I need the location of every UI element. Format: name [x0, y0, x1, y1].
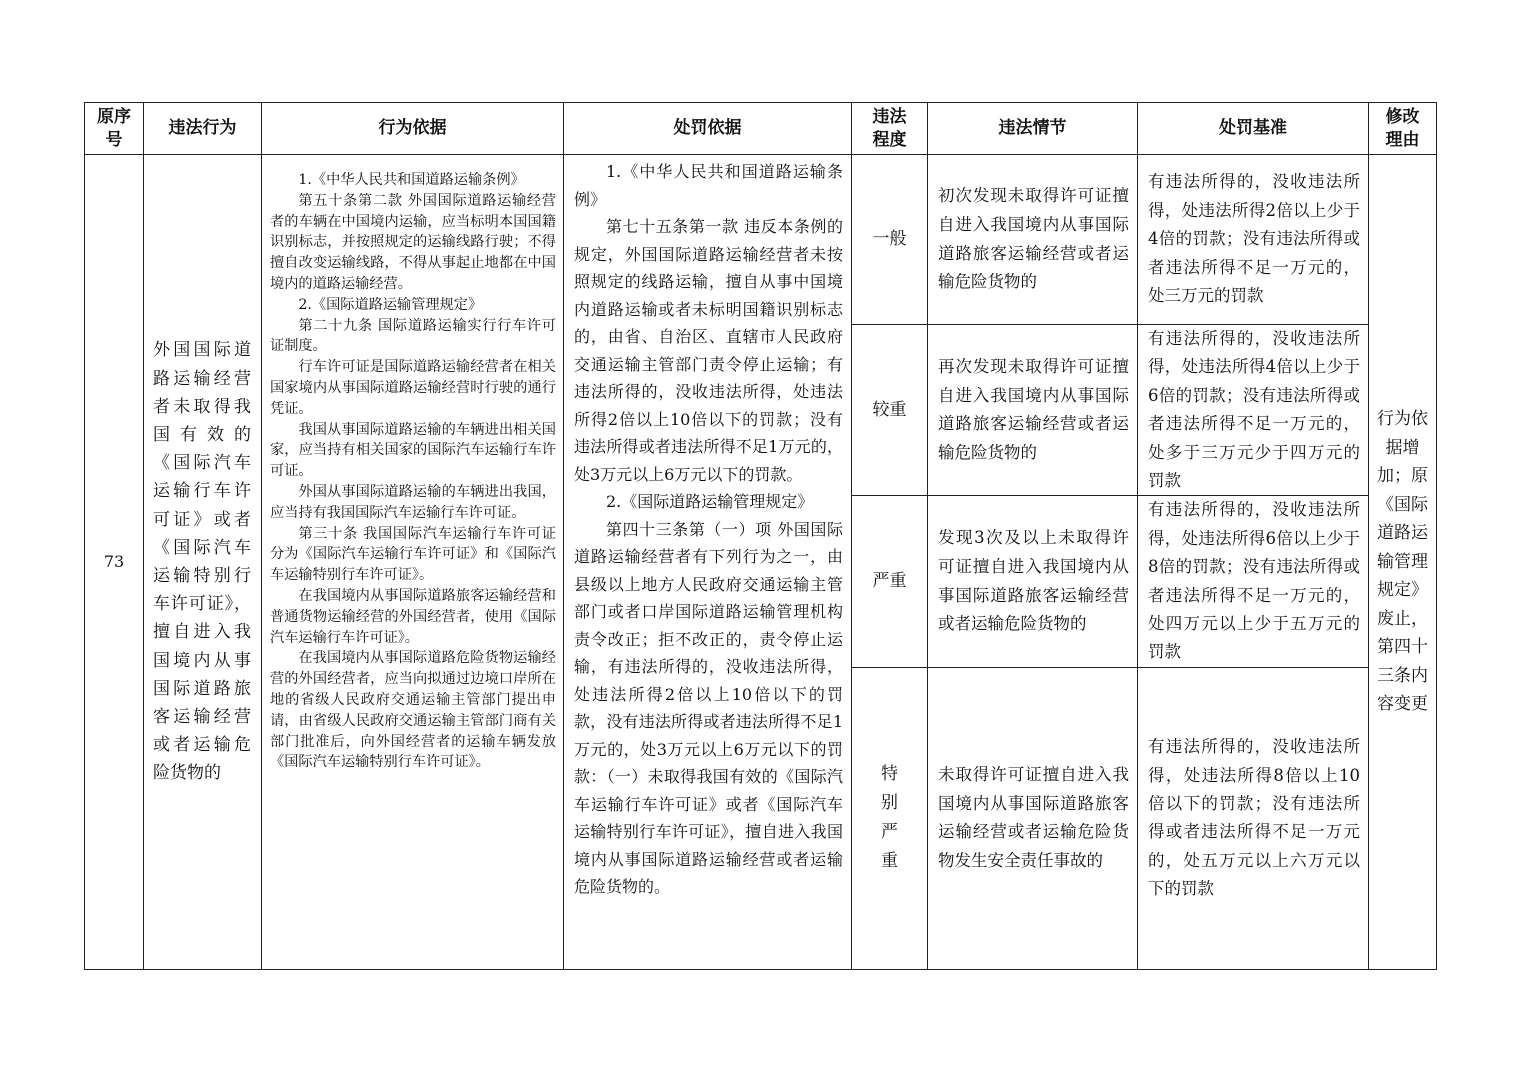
basis-paragraph: 第五十条第二款 外国国际道路运输经营者的车辆在中国境内运输，应当标明本国国籍识别标志，并按照规定的运输线路行驶；不得擅自改变运输线路，不得从事起止地都在中国境内的道路运输经营。 [270, 192, 556, 292]
header-reason: 修改理由 [1369, 103, 1437, 155]
penalty-paragraph: 1.《中华人民共和国道路运输条例》 [574, 162, 843, 209]
header-row [85, 103, 1437, 155]
basis-paragraph: 行车许可证是国际道路运输经营者在相关国家境内从事国际道路运输经营时行驶的通行凭证。 [270, 359, 556, 417]
row-seq: 73 [85, 155, 144, 970]
standard-especially-severe: 有违法所得的，没收违法所得，处违法所得8倍以上10倍以下的罚款；没有违法所得或者违法所得不足一万元的，处五万元以上六万元以下的罚款 [1138, 667, 1369, 969]
degree-general: 一般 [852, 155, 928, 325]
basis-paragraph: 在我国境内从事国际道路旅客运输经营和普通货物运输经营的外国经营者，使用《国际汽车运输行车许可证》。 [270, 587, 556, 646]
penalty-paragraph: 2.《国际道路运输管理规定》 [606, 492, 814, 511]
penalty-paragraph: 第七十五条第一款 违反本条例的规定，外国国际道路运输经营者未按照规定的线路运输，擅自从事中国境内道路运输或者未标明国籍识别标志的，由省、自治区、直辖市人民政府交通运输主管部门责令停止运输；有违法所得的，没收违法所得，处违法所得2倍以上10倍以下的罚款；没有违法所得或者违法所得不足1万元的，处3万元以上6万元以下的罚款。 [574, 217, 843, 484]
standard-serious: 有违法所得的，没收违法所得，处违法所得4倍以上少于6倍的罚款；没有违法所得或者违法所得不足一万元的，处多于三万元少于四万元的罚款 [1138, 325, 1369, 496]
circumstance-serious: 再次发现未取得许可证擅自进入我国境内从事国际道路旅客运输经营或者运输危险货物的 [928, 325, 1138, 496]
basis-paragraph: 我国从事国际道路运输的车辆进出相关国家，应当持有相关国家的国际汽车运输行车许可证。 [270, 421, 556, 480]
degree-severe: 严重 [852, 496, 928, 667]
basis-paragraph: 第二十九条 国际道路运输实行行车许可证制度。 [270, 317, 556, 355]
penalty-basis [564, 155, 852, 970]
table-row [85, 155, 1437, 325]
circumstance-especially-severe: 未取得许可证擅自进入我国境内从事国际道路旅客运输经营或者运输危险货物发生安全责任事故的 [928, 667, 1138, 969]
basis-paragraph: 外国从事国际道路运输的车辆进出我国，应当持有我国国际汽车运输行车许可证。 [270, 483, 556, 521]
penalty-paragraph: 第四十三条第（一）项 外国国际道路运输经营者有下列行为之一，由县级以上地方人民政府交通运输主管部门或者口岸国际道路运输管理机构责令改正；拒不改正的，责令停止运输，有违法所得的，没收违法所得，处违法所得2倍以上10倍以下的罚款，没有违法所得或者违法所得不足1万元的，处3万元以上6万元以下的罚款：（一）未取得我国有效的《国际汽车运输行车许可证》或者《国际汽车运输特别行车许可证》，擅自进入我国境内从事国际道路运输经营或者运输危险货物的。 [574, 519, 843, 896]
basis-paragraph: 1.《中华人民共和国道路运输条例》 [298, 172, 525, 188]
modification-reason: 行为依据增加；原《国际道路运输管理规定》废止，第四十三条内容变更 [1369, 155, 1437, 970]
header-seq: 原序号 [85, 103, 144, 155]
header-act: 违法行为 [144, 103, 262, 155]
standard-general: 有违法所得的，没收违法所得，处违法所得2倍以上少于4倍的罚款；没有违法所得或者违法所得不足一万元的，处三万元的罚款 [1138, 155, 1369, 325]
basis-paragraph: 2.《国际道路运输管理规定》 [298, 296, 483, 313]
circumstance-severe: 发现3次及以上未取得许可证擅自进入我国境内从事国际道路旅客运输经营或者运输危险货物的 [928, 496, 1138, 667]
degree-serious: 较重 [852, 325, 928, 496]
circumstance-general: 初次发现未取得许可证擅自进入我国境内从事国际道路旅客运输经营或者运输危险货物的 [928, 155, 1138, 325]
header-basis: 行为依据 [262, 103, 564, 155]
header-circumstance: 违法情节 [928, 103, 1138, 155]
basis-paragraph: 在我国境内从事国际道路危险货物运输经营的外国经营者，应当向拟通过边境口岸所在地的省级人民政府交通运输主管部门提出申请，由省级人民政府交通运输主管部门商有关部门批准后，向外国经营者的运输车辆发放《国际汽车运输特别行车许可证》。 [270, 650, 556, 771]
behavior-basis [262, 155, 564, 970]
penalty-standard-table [84, 102, 1437, 970]
degree-especially-severe: 特别严重 [852, 667, 928, 969]
header-standard: 处罚基准 [1138, 103, 1369, 155]
header-degree: 违法程度 [852, 103, 928, 155]
basis-paragraph: 第三十条 我国国际汽车运输行车许可证分为《国际汽车运输行车许可证》和《国际汽车运输特别行车许可证》。 [270, 525, 556, 584]
standard-severe: 有违法所得的，没收违法所得，处违法所得6倍以上少于8倍的罚款；没有违法所得或者违法所得不足一万元的，处四万元以上少于五万元的罚款 [1138, 496, 1369, 667]
header-penalty-basis: 处罚依据 [564, 103, 852, 155]
violation-act: 外国国际道路运输经营者未取得我国有效的《国际汽车运输行车许可证》或者《国际汽车运输特别行车许可证》，擅自进入我国境内从事国际道路旅客运输经营或者运输危险货物的 [144, 155, 262, 970]
